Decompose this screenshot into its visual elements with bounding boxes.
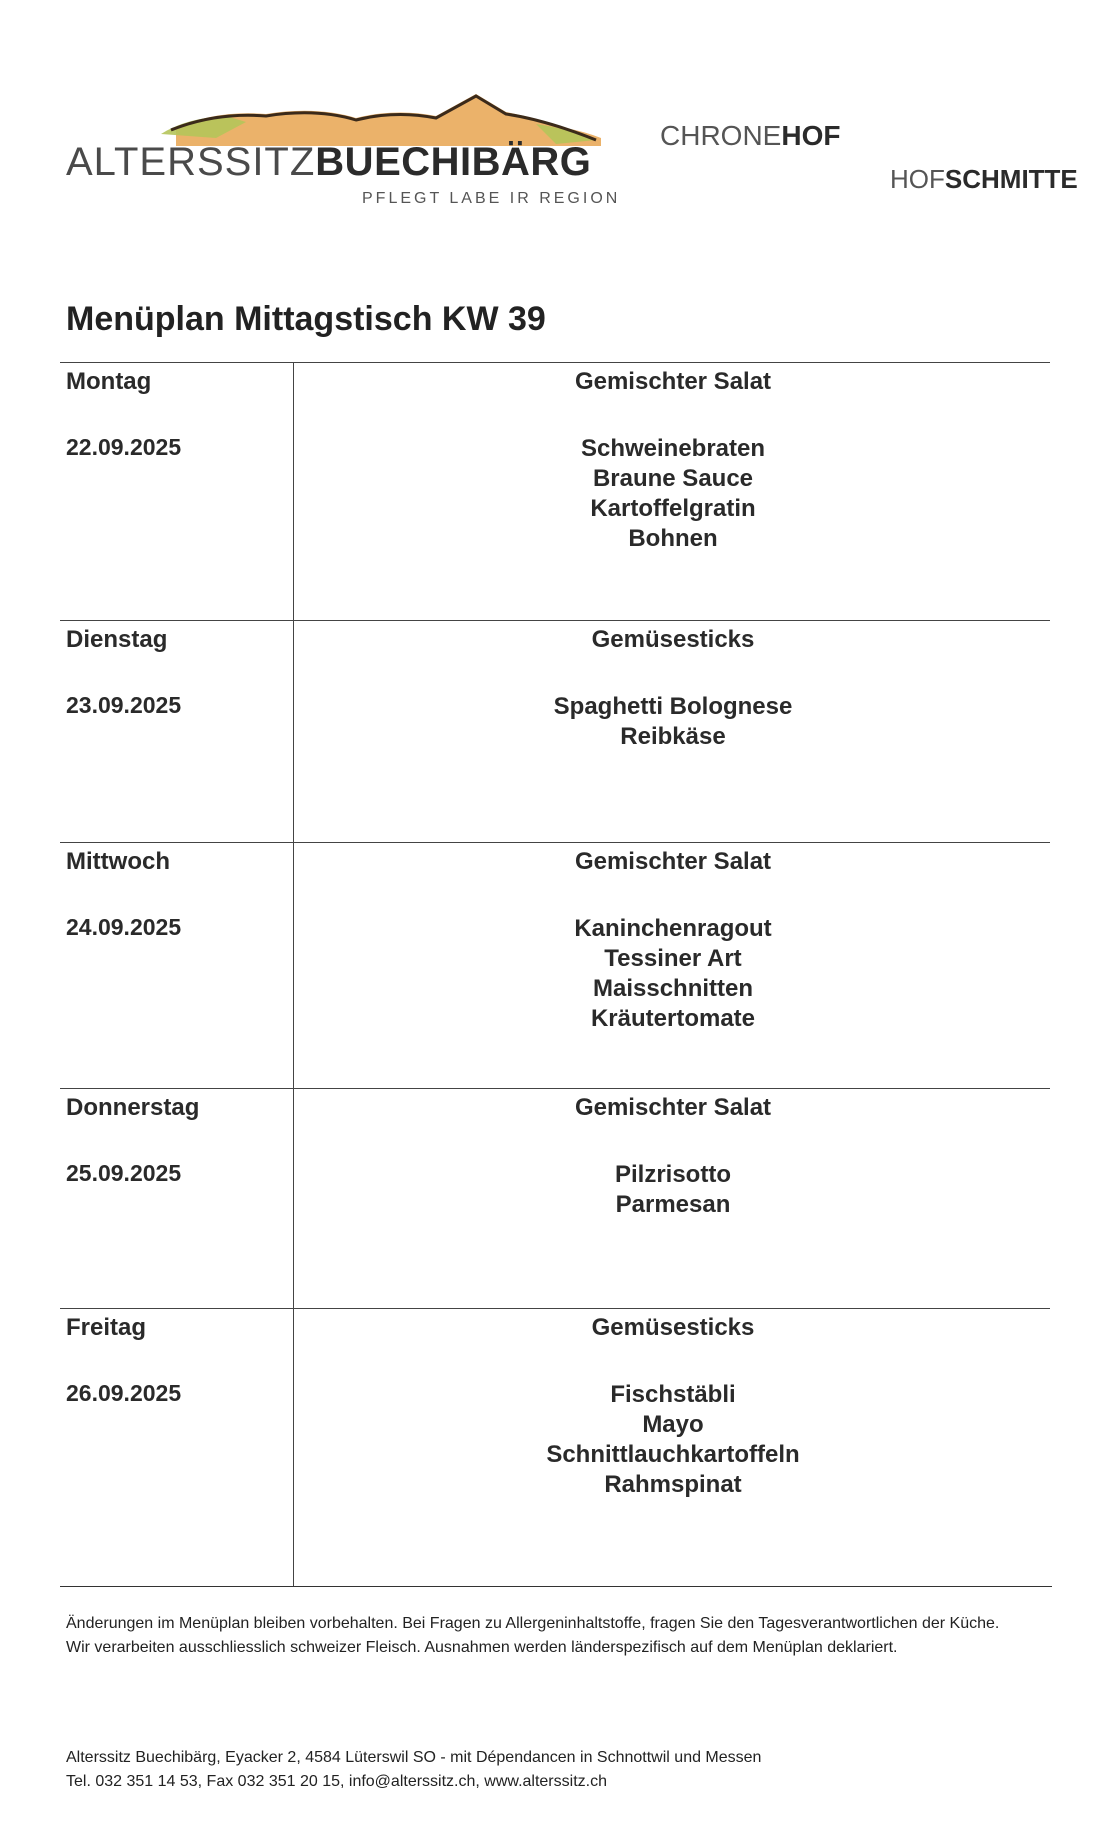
menu-row-montag [60, 362, 1050, 620]
main-course [296, 692, 1050, 752]
main-course [296, 1380, 1050, 1500]
footer-line: Tel. 032 351 14 53, Fax 032 351 20 15, info@alterssitz.ch, www.alterssitz.ch [66, 1773, 607, 1790]
notes-line: Wir verarbeiten ausschliesslich schweizer Fleisch. Ausnahmen werden länderspezifisch auf dem Menüplan deklariert. [66, 1639, 898, 1656]
main-course [296, 434, 1050, 554]
logo-chronehof [660, 120, 840, 152]
day-label: Dienstag [66, 626, 168, 653]
date-label: 22.09.2025 [66, 434, 182, 460]
logo-main-light-text: ALTERSSITZ [66, 140, 316, 184]
dish-item: Parmesan [615, 1191, 731, 1218]
menu-row-dienstag [60, 620, 1050, 842]
disclaimer-notes [66, 1612, 999, 1660]
day-label: Mittwoch [66, 848, 170, 875]
menu-row-freitag [60, 1308, 1050, 1586]
dish-item: Reibkäse [620, 723, 726, 750]
dish-item: Kräutertomate [590, 1005, 756, 1032]
day-label: Montag [66, 368, 152, 395]
dish-item: Kaninchenragout [574, 915, 772, 942]
logo-hofschmitte [890, 164, 1078, 195]
date-label: 23.09.2025 [66, 692, 182, 718]
dish-item: Kartoffelgratin [590, 495, 756, 522]
day-label: Donnerstag [66, 1094, 200, 1121]
table-bottom-rule [60, 1586, 1052, 1587]
dish-item: Braune Sauce [592, 465, 754, 492]
dish-item: Schnittlauchkartoffeln [546, 1441, 800, 1468]
date-label: 24.09.2025 [66, 914, 182, 940]
day-label: Freitag [66, 1314, 147, 1341]
starter-label: Gemüsesticks [591, 1314, 755, 1341]
page-title: Menüplan Mittagstisch KW 39 [66, 300, 546, 338]
notes-line: Änderungen im Menüplan bleiben vorbehalten. Bei Fragen zu Allergeninhaltstoffe, fragen Sie den Tagesverantwortlichen der Küche. [66, 1615, 1000, 1632]
logo-main-tagline: PFLEGT LABE IR REGION [362, 190, 621, 207]
dish-item: Rahmspinat [604, 1471, 742, 1498]
menu-table [60, 362, 1050, 1586]
starter-label: Gemischter Salat [574, 368, 772, 395]
dish-item: Fischstäbli [610, 1381, 736, 1408]
starter-label: Gemischter Salat [574, 848, 772, 875]
main-course [296, 1160, 1050, 1220]
logo-c-light-text: HOF [890, 164, 945, 194]
main-course [296, 914, 1050, 1034]
dish-item: Schweinebraten [580, 435, 766, 462]
footer-address [66, 1746, 761, 1794]
logo-b-light-text: CHRONE [660, 120, 782, 151]
starter-label: Gemischter Salat [574, 1094, 772, 1121]
dish-item: Tessiner Art [604, 945, 742, 972]
dish-item: Maisschnitten [592, 975, 754, 1002]
footer-line: Alterssitz Buechibärg, Eyacker 2, 4584 Lüterswil SO - mit Dépendancen in Schnottwil und Messen [66, 1749, 762, 1766]
menu-row-donnerstag [60, 1088, 1050, 1308]
dish-item: Bohnen [628, 525, 718, 552]
dish-item: Pilzrisotto [614, 1161, 731, 1188]
menu-row-mittwoch [60, 842, 1050, 1088]
logo-main-bold-text: BUECHIBÄRG [315, 140, 592, 184]
logo-alterssitz-buechibaerg [66, 88, 621, 218]
date-label: 25.09.2025 [66, 1160, 182, 1186]
mountain-logo-icon [156, 88, 606, 148]
starter-label: Gemüsesticks [591, 626, 755, 653]
logo-b-bold-text: HOF [781, 120, 841, 151]
dish-item: Mayo [642, 1411, 704, 1438]
dish-item: Spaghetti Bolognese [553, 693, 793, 720]
date-label: 26.09.2025 [66, 1380, 182, 1406]
logo-c-bold-text: SCHMITTE [944, 164, 1078, 194]
